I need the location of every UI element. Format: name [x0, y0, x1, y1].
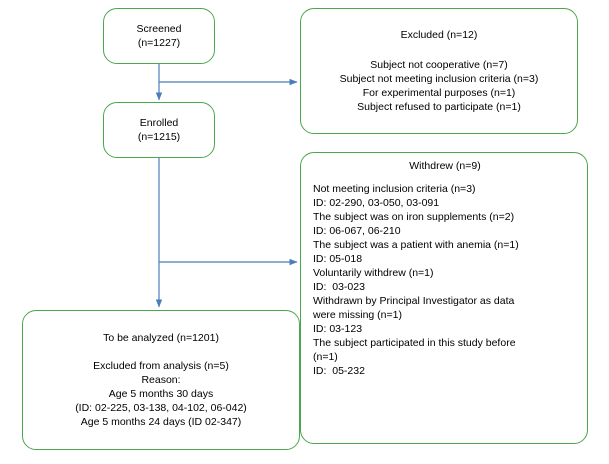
withdrew-line-8: ID: 03-023: [313, 281, 365, 293]
withdrew-line-10: were missing (n=1): [313, 309, 402, 321]
withdrew-line-9: Withdrawn by Principal Investigator as data: [313, 295, 515, 307]
node-withdrew: [300, 152, 588, 444]
analyzed-line-2: Reason:: [141, 374, 181, 386]
analyzed-line-5: Age 5 months 24 days (ID 02-347): [80, 416, 242, 428]
analyzed-line-1: Excluded from analysis (n=5): [93, 360, 229, 372]
excluded-title: Excluded (n=12): [400, 29, 478, 41]
analyzed-line-4: (ID: 02-225, 03-138, 04-102, 06-042): [75, 402, 247, 414]
withdrew-line-2: ID: 02-290, 03-050, 03-091: [313, 197, 440, 209]
node-analyzed: [22, 310, 300, 450]
withdrew-line-11: ID: 03-123: [313, 323, 363, 335]
enrolled-label: Enrolled: [139, 117, 179, 129]
excluded-reason-3: For experimental purposes (n=1): [362, 87, 516, 99]
analyzed-title: To be analyzed (n=1201): [103, 332, 219, 344]
excluded-reason-1: Subject not cooperative (n=7): [370, 59, 508, 71]
withdrew-line-14: ID: 05-232: [313, 365, 365, 377]
withdrew-line-4: ID: 06-067, 06-210: [313, 225, 401, 237]
analyzed-line-3: Age 5 months 30 days: [108, 388, 214, 400]
withdrew-line-7: Voluntarily withdrew (n=1): [313, 267, 434, 279]
node-screened: [103, 8, 215, 64]
screened-count: (n=1227): [137, 37, 181, 49]
withdrew-line-6: ID: 05-018: [313, 253, 363, 265]
screened-label: Screened: [136, 23, 182, 35]
excluded-reason-2: Subject not meeting inclusion criteria (n=3): [339, 73, 539, 85]
withdrew-line-13: (n=1): [313, 351, 338, 363]
node-excluded: [300, 8, 578, 134]
withdrew-line-5: The subject was a patient with anemia (n=1): [313, 239, 519, 251]
excluded-reason-4: Subject refused to participate (n=1): [357, 101, 521, 113]
node-enrolled: [103, 102, 215, 158]
enrolled-count: (n=1215): [137, 131, 181, 143]
withdrew-title: Withdrew (n=9): [409, 160, 481, 172]
withdrew-line-12: The subject participated in this study before: [313, 337, 516, 349]
withdrew-line-3: The subject was on iron supplements (n=2): [313, 211, 515, 223]
withdrew-line-1: Not meeting inclusion criteria (n=3): [313, 183, 476, 195]
